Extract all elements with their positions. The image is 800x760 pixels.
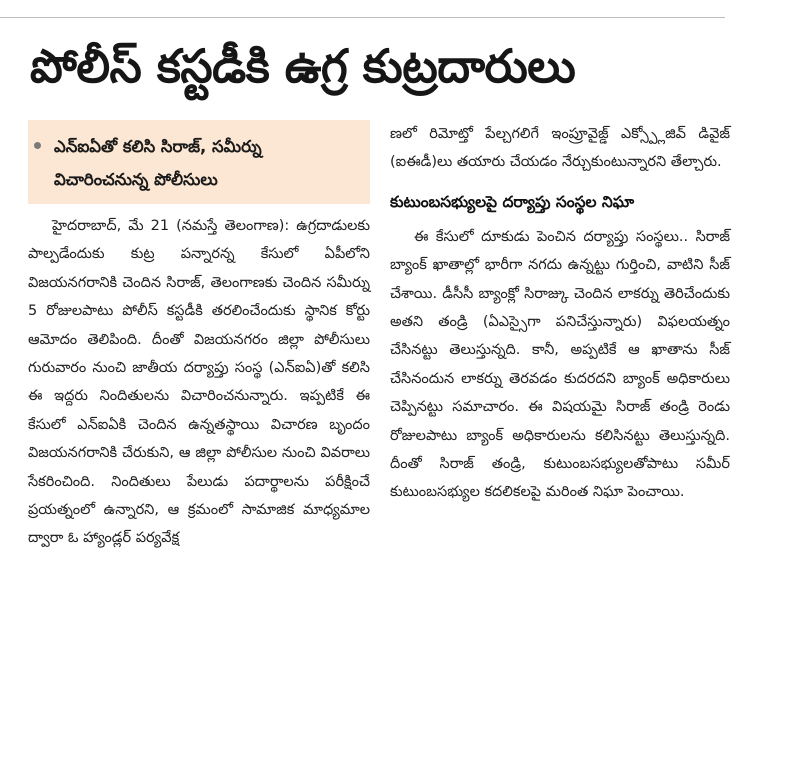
standfirst-text: ఎన్ఐఏతో కలిసి సిరాజ్, సమీర్ను విచారించనున్న పోలీసులు [54, 137, 262, 189]
bullet-icon [34, 142, 41, 149]
left-column [28, 120, 370, 553]
standfirst-box [28, 120, 370, 204]
right-body-bottom: ఈ కేసులో దూకుడు పెంచిన దర్యాప్తు సంస్థలు.. సిరాజ్ బ్యాంక్ ఖాతాల్లో భారీగా నగదు ఉన్నట్టు గుర్తించి, వాటిని సీజ్ చేశాయి. డీసీసీ బ్యాంక్లో సిరాజ్కు చెందిన లాకర్ను తెరిచేందుకు అతని తండ్రి (ఏఎస్సైగా పనిచేస్తున్నారు) విఫలయత్నం చేసినట్టు తెలుస్తున్నది. కానీ, అప్పటికే ఆ ఖాతాను సీజ్ చేసినందున లాకర్ను తెరవడం కుదరదని బ్యాంక్ అధికారులు చెప్పినట్టు సమాచారం. ఈ విషయమై సిరాజ్ తండ్రి రెండు రోజులపాటు బ్యాంక్ అధికారులను కలిసినట్టు తెలుస్తున్నది. దీంతో సిరాజ్ తండ్రి, కుటుంబసభ్యులతోపాటు సమీర్ కుటుంబసభ్యుల కదలికలపై మరింత నిఘా పెంచాయి. [390, 228, 730, 501]
left-body-text: హైదరాబాద్, మే 21 (నమస్తే తెలంగాణ): ఉగ్రదాడులకు పాల్పడేందుకు కుట్ర పన్నారన్న కేసులో ఏపీలోని విజయనగరానికి చెందిన సిరాజ్, తెలంగాణకు చెందిన సమీర్ను 5 రోజులపాటు పోలీస్ కస్టడీకి తరలించేందుకు స్థానిక కోర్టు ఆమోదం తెలిపింది. దీంతో విజయనగరం జిల్లా పోలీసులు గురువారం నుంచి జాతీయ దర్యాప్తు సంస్థ (ఎన్ఐఏ)తో కలిసి ఈ ఇద్దరు నిందితులను విచారించనున్నారు. ఇప్పటికే ఈ కేసులో ఎన్ఐఏకి చెందిన ఉన్నతస్థాయి విచారణ బృందం విజయనగరానికి చేరుకుని, ఆ జిల్లా పోలీసుల నుంచి వివరాలు సేకరించింది. నిందితులు పేలుడు పదార్థాలను పరీక్షించే ప్రయత్నంలో ఉన్నారని, ఆ క్రమంలో సామాజిక మాధ్యమాల ద్వారా ఓ హ్యాండ్లర్ పర్యవేక్ష [28, 218, 370, 547]
headline: పోలీస్ కస్టడీకి ఉగ్ర కుట్రదారులు [30, 39, 576, 93]
top-divider [0, 17, 725, 18]
subheading: కుటుంబసభ్యులపై దర్యాప్తు సంస్థల నిఘా [390, 192, 635, 211]
right-body-top: ణలో రిమోట్తో పేల్చగలిగే ఇంప్రూవైజ్డ్ ఎక్స్ప్లోజివ్ డివైజ్ (ఐఈడీ)లు తయారు చేయడం నేర్చుకుంటున్నారని తేల్చారు. [390, 126, 730, 171]
right-column [390, 120, 730, 507]
